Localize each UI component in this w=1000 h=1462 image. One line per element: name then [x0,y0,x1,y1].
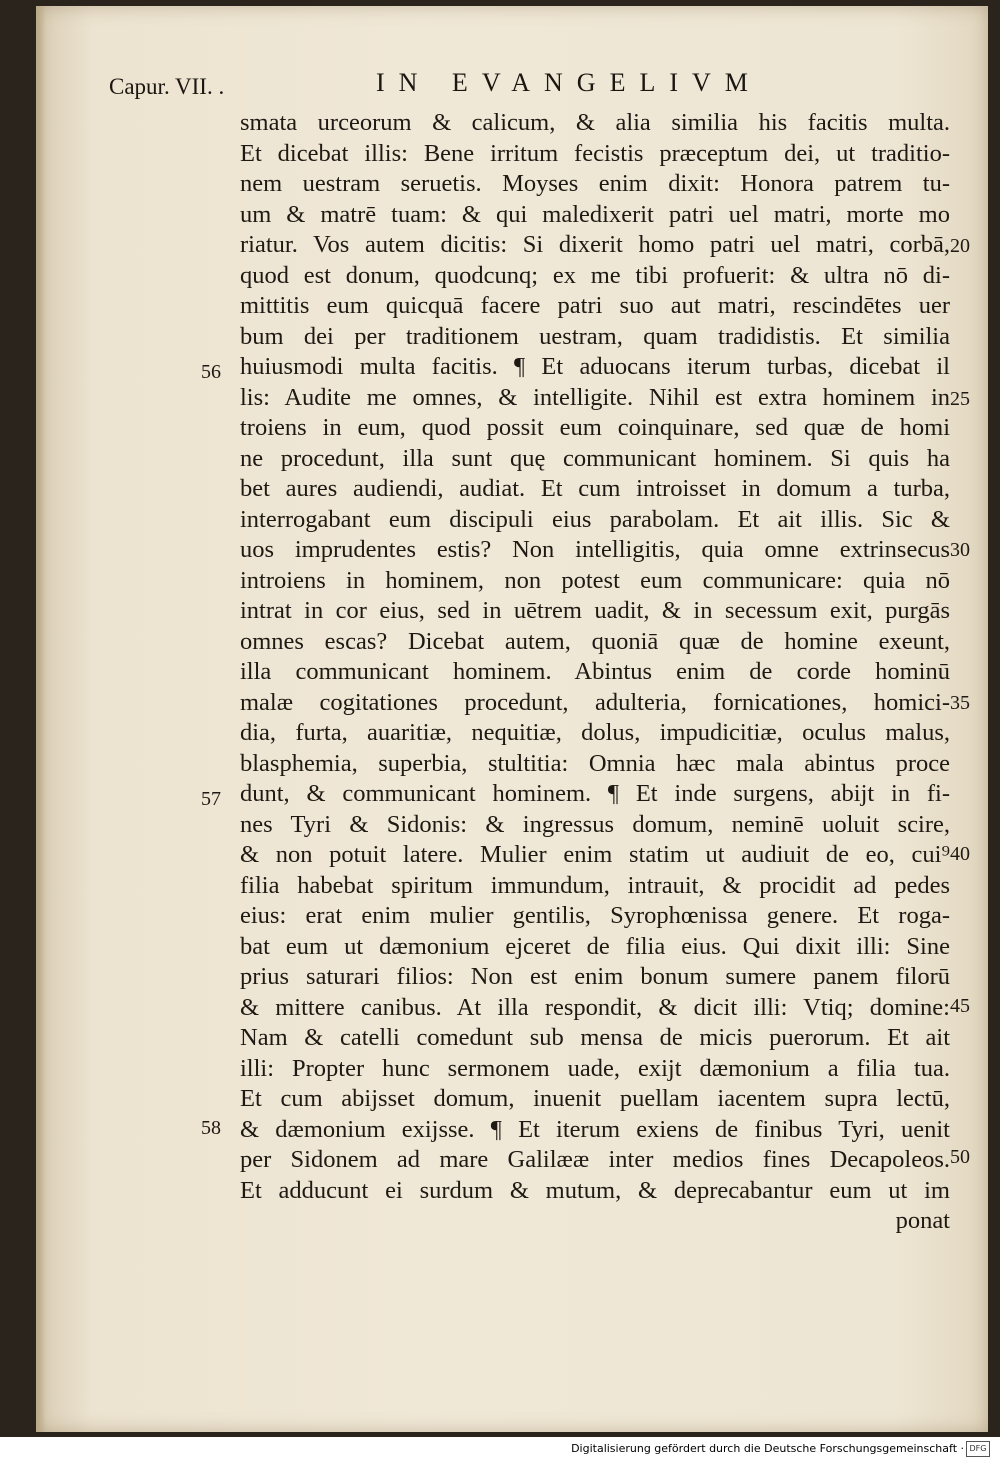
page-gutter-shadow [36,6,46,1432]
text-line: blasphemia, superbia, stultitia: Omnia hæc mala abintus proce [240,749,950,777]
text-line: per Sidonem ad mare Galilææ inter medios fines Decapoleos. [240,1146,950,1173]
text-line: prius saturari filios: Non est enim bonum sumere panem filorū [240,963,950,990]
margin-verse-number: 58 [201,1117,221,1139]
text-line: illi: Propter hunc sermonem uade, exijt dæmonium a filia tua. [240,1054,950,1082]
text-line: & non potuit latere. Mulier enim statim ut audiuit de eo, cui⁹ [240,841,950,868]
text-line: bat eum ut dæmonium ejceret de filia eius. Qui dixit illi: Sine [240,932,950,960]
text-line: illa communicant hominem. Abintus enim de corde hominū [240,658,950,685]
margin-line-number: 30 [950,539,970,561]
footer-bar [0,1437,1000,1462]
text-line: lis: Audite me omnes, & intelligite. Nihil est extra hominem in [240,383,950,411]
text-line: dia, furta, auaritiæ, nequitiæ, dolus, impudicitiæ, oculus malus, [240,719,950,746]
text-line: Nam & catelli comedunt sub mensa de micis puerorum. Et ait [240,1024,950,1051]
text-line: smata urceorum & calicum, & alia similia his facitis multa. [240,109,950,136]
margin-line-number: 50 [950,1146,970,1168]
text-line: ne procedunt, illa sunt quę communicant hominem. Si quis ha [240,444,950,472]
margin-line-number: 25 [950,388,970,410]
margin-line-number: 20 [950,235,970,257]
text-line: introiens in hominem, non potest eum communicare: quia nō [240,566,950,594]
text-line: quod est donum, quodcunq; ex me tibi profuerit: & ultra nō di- [240,261,950,289]
main-text-block [240,108,950,1237]
margin-line-number: 40 [950,843,970,865]
text-line: troiens in eum, quod possit eum coinquinare, sed quæ de homi [240,414,950,441]
text-line: uos imprudentes estis? Non intelligitis, quia omne extrinsecus [240,536,950,563]
text-line: omnes escas? Dicebat autem, quoniā quæ de homine exeunt, [240,627,950,655]
text-line: huiusmodi multa facitis. ¶ Et aduocans iterum turbas, dicebat il [240,353,950,380]
text-line: Et adducunt ei surdum & mutum, & deprecabantur eum ut im [240,1176,950,1204]
text-line: nes Tyri & Sidonis: & ingressus domum, neminē uoluit scire, [240,810,950,838]
text-line: eius: erat enim mulier gentilis, Syrophœnissa genere. Et roga- [240,902,950,929]
book-page [36,6,988,1432]
chapter-heading: Capur. VII. . [109,74,225,99]
running-head [36,68,988,108]
text-line: Et dicebat illis: Bene irritum fecistis præceptum dei, ut traditio- [240,139,950,167]
text-line: dunt, & communicant hominem. ¶ Et inde surgens, abijt in fi- [240,780,950,807]
text-line: & mittere canibus. At illa respondit, & dicit illi: Vtiq; domine: [240,993,950,1021]
funding-notice: Digitalisierung gefördert durch die Deutsche Forschungsgemeinschaft · [571,1442,964,1455]
text-line: interrogabant eum discipuli eius parabolam. Et ait illis. Sic & [240,505,950,533]
dfg-logo: DFG [966,1441,990,1457]
text-line: mittitis eum quicquā facere patri suo aut matri, rescindētes uer [240,292,950,319]
margin-line-number: 45 [950,995,970,1017]
text-line: Et cum abijsset domum, inuenit puellam iacentem supra lectū, [240,1085,950,1112]
margin-verse-number: 56 [201,361,221,383]
text-line: malæ cogitationes procedunt, adulteria, fornicationes, homici- [240,688,950,716]
text-line: ponat [895,1207,950,1234]
text-line: bet aures audiendi, audiat. Et cum introisset in domum a turba, [240,475,950,502]
margin-verse-number: 57 [201,788,221,810]
text-line: bum dei per traditionem uestram, quam tradidistis. Et similia [240,322,950,350]
margin-line-number: 35 [950,692,970,714]
text-line: & dæmonium exijsse. ¶ Et iterum exiens de finibus Tyri, uenit [240,1115,950,1143]
text-line: intrat in cor eius, sed in uētrem uadit, & in secessum exit, purgās [240,597,950,624]
text-line: filia habebat spiritum immundum, intrauit, & procidit ad pedes [240,871,950,899]
text-line: um & matrē tuam: & qui maledixerit patri uel matri, morte mo [240,200,950,228]
text-line: riatur. Vos autem dicitis: Si dixerit homo patri uel matri, corbā, [240,231,950,258]
book-title-heading: IN EVANGELIVM [376,68,762,97]
text-line: nem uestram seruetis. Moyses enim dixit: Honora patrem tu- [240,170,950,197]
